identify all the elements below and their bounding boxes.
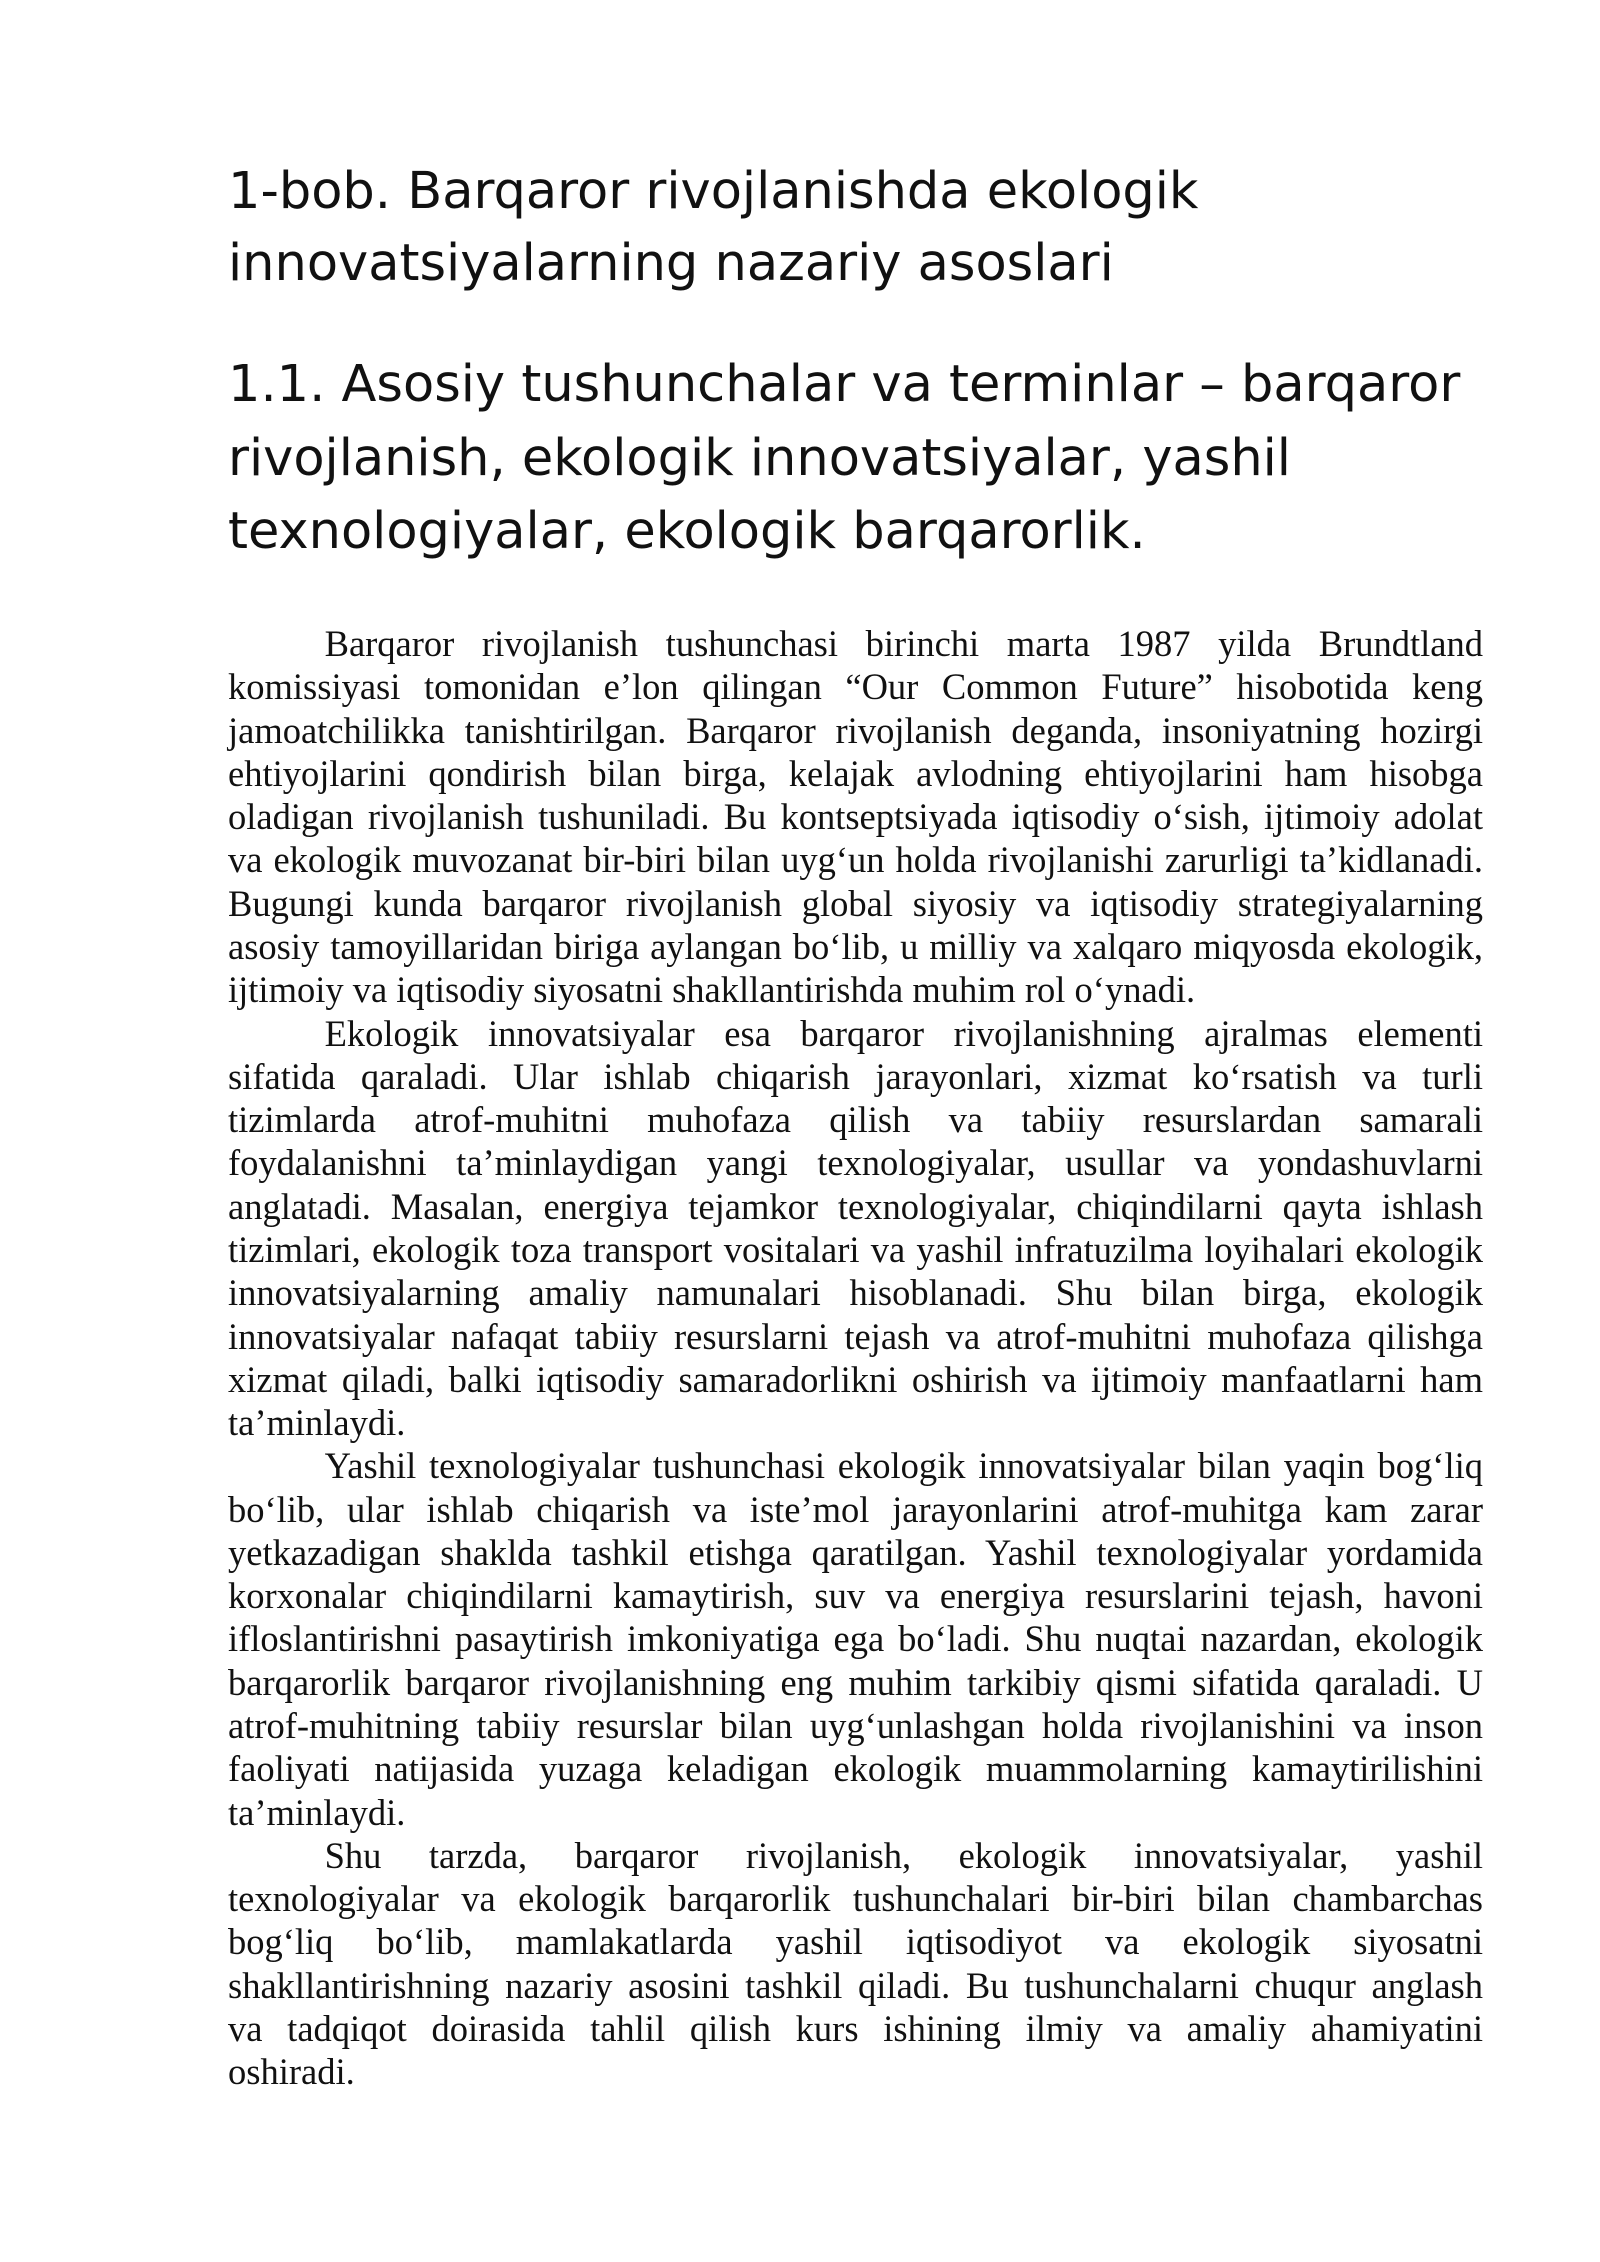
paragraph-line: ijtimoiy va iqtisodiy siyosatni shakllantirishda muhim rol o‘ynadi. (228, 969, 1196, 1011)
paragraph-line: ta’minlaydi. (228, 1791, 406, 1833)
chapter-heading-line: innovatsiyalarning nazariy asoslari (228, 234, 1114, 293)
paragraph (228, 1444, 1483, 1834)
paragraph-line: asosiy tamoyillaridan biriga aylangan bo‘lib, u milliy va xalqaro miqyosda ekologik, (228, 925, 1483, 967)
section-heading-line: 1.1. Asosiy tushunchalar va terminlar – barqaror (228, 355, 1461, 414)
section-heading (228, 348, 1460, 569)
paragraph-line: oshiradi. (228, 2051, 355, 2093)
paragraph-line: foydalanishni ta’minlaydigan yangi texnologiyalar, usullar va yondashuvlarni (228, 1142, 1483, 1184)
paragraph-line: ifloslantirishni pasaytirish imkoniyatiga ega bo‘ladi. Shu nuqtai nazardan, ekologik (228, 1618, 1483, 1660)
paragraph-line: texnologiyalar va ekologik barqarorlik tushunchalari bir-biri bilan chambarchas (228, 1878, 1483, 1920)
paragraph-line: ehtiyojlarini qondirish bilan birga, kelajak avlodning ehtiyojlarini ham hisobga (228, 752, 1483, 794)
paragraph-line: bo‘lib, ular ishlab chiqarish va iste’mol jarayonlarini atrof-muhitga kam zarar (228, 1488, 1483, 1530)
section-heading-line: rivojlanish, ekologik innovatsiyalar, yashil (228, 428, 1291, 488)
paragraph-line: Yashil texnologiyalar tushunchasi ekologik innovatsiyalar bilan yaqin bog‘liq (324, 1445, 1483, 1487)
paragraph-line: sifatida qaraladi. Ular ishlab chiqarish jarayonlari, xizmat ko‘rsatish va turli (228, 1055, 1483, 1097)
chapter-heading (228, 156, 1198, 300)
paragraph-line: tizimlarda atrof-muhitni muhofaza qilish va tabiiy resurslardan samarali (228, 1099, 1483, 1141)
paragraph (228, 1012, 1483, 1445)
paragraph-line: va ekologik muvozanat bir-biri bilan uyg‘un holda rivojlanishi zarurligi ta’kidlanadi. (228, 839, 1483, 881)
paragraph-line: korxonalar chiqindilarni kamaytirish, suv va energiya resurslarini tejash, havoni (228, 1575, 1483, 1617)
paragraph-line: innovatsiyalarning amaliy namunalari hisoblanadi. Shu bilan birga, ekologik (228, 1272, 1483, 1314)
chapter-heading-line: 1-bob. Barqaror rivojlanishda ekologik (228, 162, 1199, 221)
body-text (228, 622, 1483, 2094)
paragraph-line: tizimlari, ekologik toza transport vositalari va yashil infratuzilma loyihalari ekologik (228, 1228, 1483, 1270)
paragraph-line: Bugungi kunda barqaror rivojlanish global siyosiy va iqtisodiy strategiyalarning (228, 882, 1483, 924)
paragraph-line: bog‘liq bo‘lib, mamlakatlarda yashil iqtisodiyot va ekologik siyosatni (228, 1921, 1483, 1963)
paragraph-line: barqarorlik barqaror rivojlanishning eng muhim tarkibiy qismi sifatida qaraladi. U (228, 1661, 1483, 1703)
paragraph-line: shakllantirishning nazariy asosini tashkil qiladi. Bu tushunchalarni chuqur anglash (228, 1964, 1483, 2006)
paragraph-line: komissiyasi tomonidan e’lon qilingan “Our Common Future” hisobotida keng (228, 666, 1483, 708)
paragraph-line: ta’minlaydi. (228, 1402, 406, 1444)
paragraph-line: xizmat qiladi, balki iqtisodiy samaradorlikni oshirish va ijtimoiy manfaatlarni ham (228, 1358, 1483, 1400)
section-heading-line: texnologiyalar, ekologik barqarorlik. (228, 502, 1146, 561)
paragraph-line: jamoatchilikka tanishtirilgan. Barqaror rivojlanish deganda, insoniyatning hozirgi (228, 709, 1483, 751)
paragraph-line: Barqaror rivojlanish tushunchasi birinchi marta 1987 yilda Brundtland (324, 623, 1483, 664)
paragraph-line: va tadqiqot doirasida tahlil qilish kurs ishining ilmiy va amaliy ahamiyatini (228, 2008, 1483, 2049)
paragraph (228, 1834, 1483, 2094)
paragraph-line: Shu tarzda, barqaror rivojlanish, ekologik innovatsiyalar, yashil (324, 1834, 1483, 1876)
paragraph-line: anglatadi. Masalan, energiya tejamkor texnologiyalar, chiqindilarni qayta ishlash (228, 1185, 1483, 1227)
paragraph-line: faoliyati natijasida yuzaga keladigan ekologik muammolarning kamaytirilishini (228, 1748, 1483, 1790)
paragraph (228, 622, 1483, 1012)
paragraph-line: oladigan rivojlanish tushuniladi. Bu kontseptsiyada iqtisodiy o‘sish, ijtimoiy adolat (228, 796, 1483, 838)
paragraph-line: innovatsiyalar nafaqat tabiiy resurslarni tejash va atrof-muhitni muhofaza qilishga (228, 1315, 1483, 1357)
paragraph-line: atrof-muhitning tabiiy resurslar bilan uyg‘unlashgan holda rivojlanishini va inson (228, 1705, 1483, 1747)
paragraph-line: yetkazadigan shaklda tashkil etishga qaratilgan. Yashil texnologiyalar yordamida (228, 1531, 1483, 1573)
paragraph-line: Ekologik innovatsiyalar esa barqaror rivojlanishning ajralmas elementi (324, 1012, 1483, 1054)
